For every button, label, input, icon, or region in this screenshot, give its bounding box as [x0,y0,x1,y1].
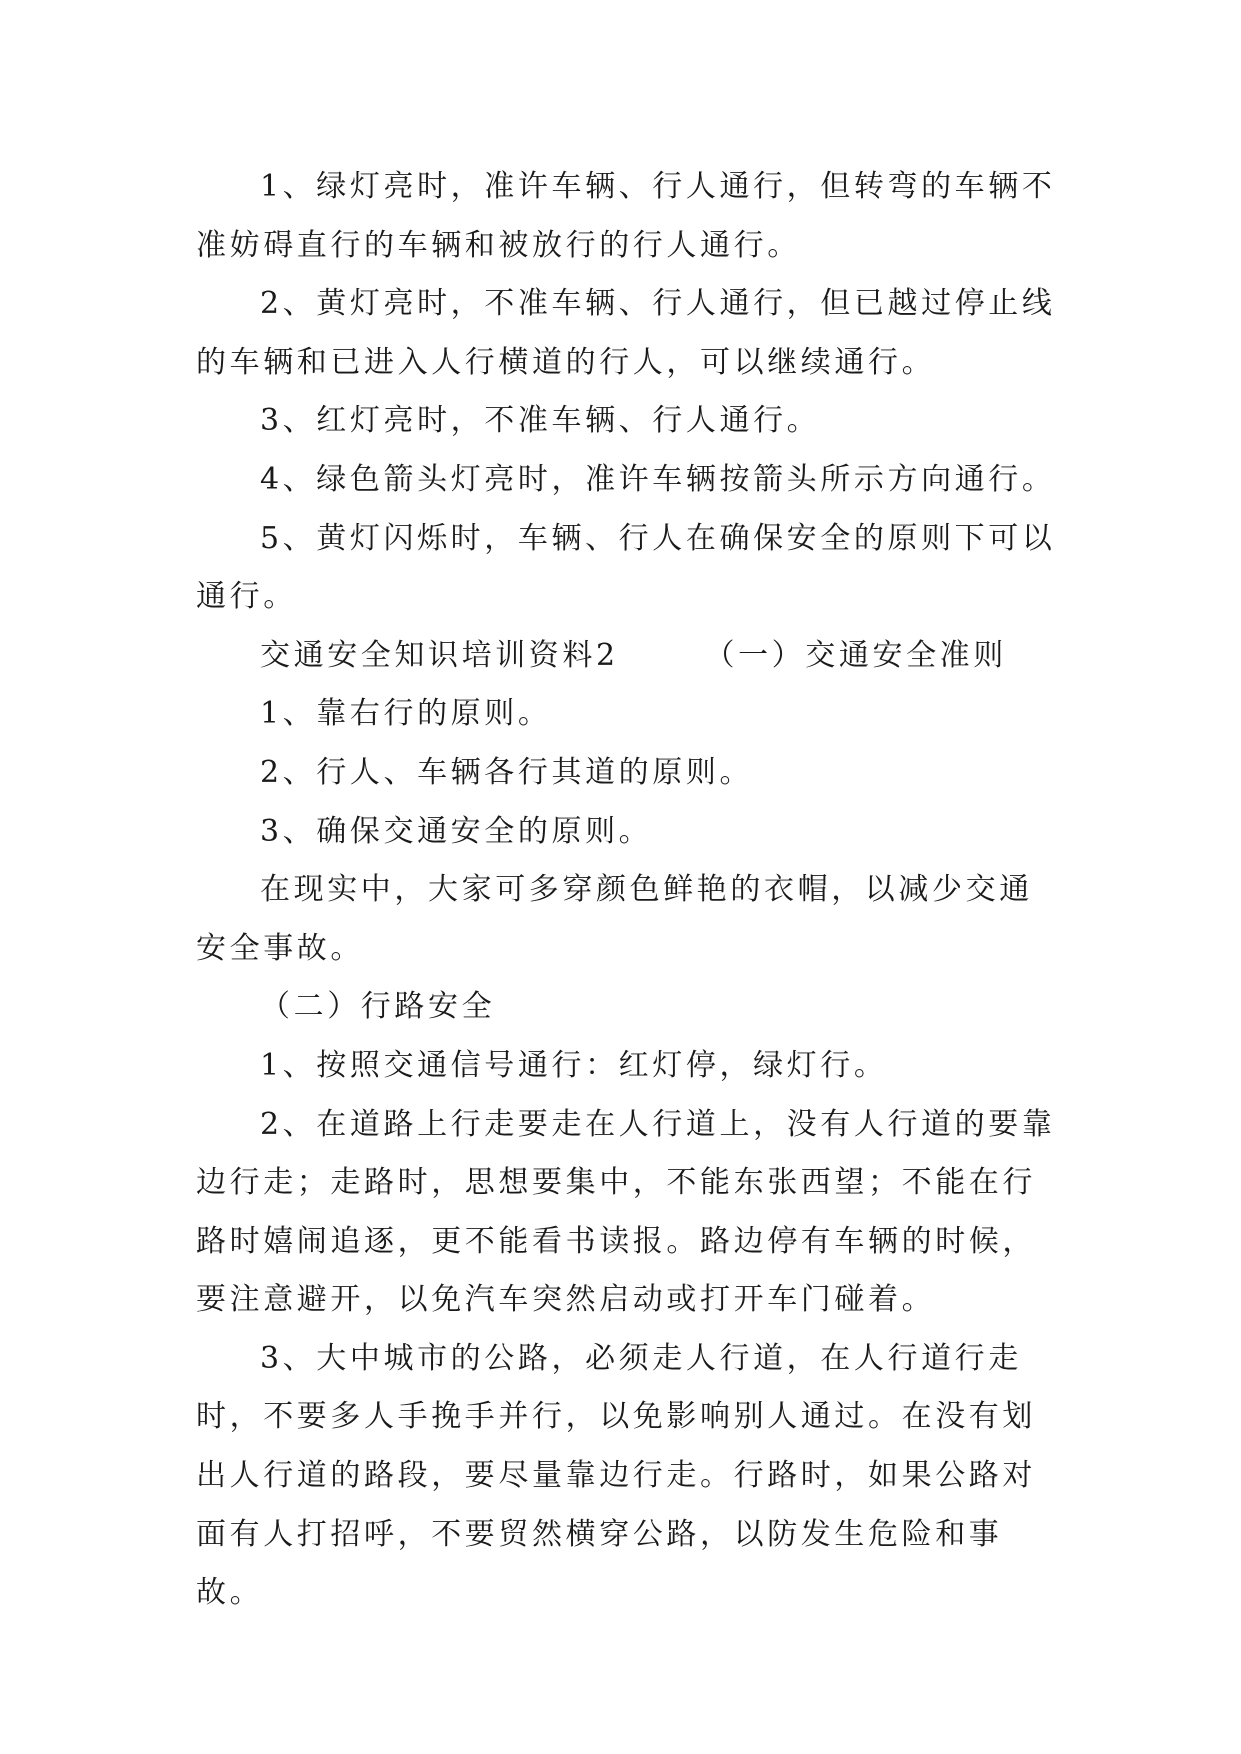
paragraph-keep-right: 1、靠右行的原则。 [260,696,552,732]
paragraph-yellow-flashing: 5、黄灯闪烁时，车辆、行人在确保安全的原则下可以通行。 [196,520,1056,615]
paragraph-city-roads: 3、大中城市的公路，必须走人行道，在人行道行走时，不要多人手挽手并行，以免影响别人通过。在没有划出人行道的路段，要尽量靠边行走。行路时，如果公路对面有人打招呼，不要贸然横穿公路，以防发生危险和事故。 [196,1340,1036,1611]
paragraph-green-light: 1、绿灯亮时，准许车辆、行人通行，但转弯的车辆不准妨碍直行的车辆和被放行的行人通行。 [196,169,1056,263]
paragraph-separate-lanes: 2、行人、车辆各行其道的原则。 [260,754,754,790]
section-heading-walking-safety: （二）行路安全 [260,989,496,1025]
paragraph-green-arrow: 4、绿色箭头灯亮时，准许车辆按箭头所示方向通行。 [260,461,1056,497]
paragraph-traffic-signals: 1、按照交通信号通行：红灯停，绿灯行。 [260,1047,888,1083]
paragraph-yellow-light: 2、黄灯亮时，不准车辆、行人通行，但已越过停止线的车辆和已进入人行横道的行人，可以继续通行。 [196,286,1056,380]
paragraph-bright-clothing: 在现实中，大家可多穿颜色鲜艳的衣帽，以减少交通安全事故。 [196,872,1033,966]
paragraph-red-light: 3、红灯亮时，不准车辆、行人通行。 [260,403,821,439]
paragraph-sidewalk-walking: 2、在道路上行走要走在人行道上，没有人行道的要靠边行走；走路时，思想要集中，不能东张西望；不能在行路时嬉闹追逐，更不能看书读报。路边停有车辆的时候，要注意避开，以免汽车突然启动或打开车门碰着。 [196,1106,1056,1318]
section-heading-traffic-rules: 交通安全知识培训资料2 （一）交通安全准则 [260,637,1007,673]
document-body [196,158,1056,1623]
paragraph-ensure-safety: 3、确保交通安全的原则。 [260,813,653,849]
